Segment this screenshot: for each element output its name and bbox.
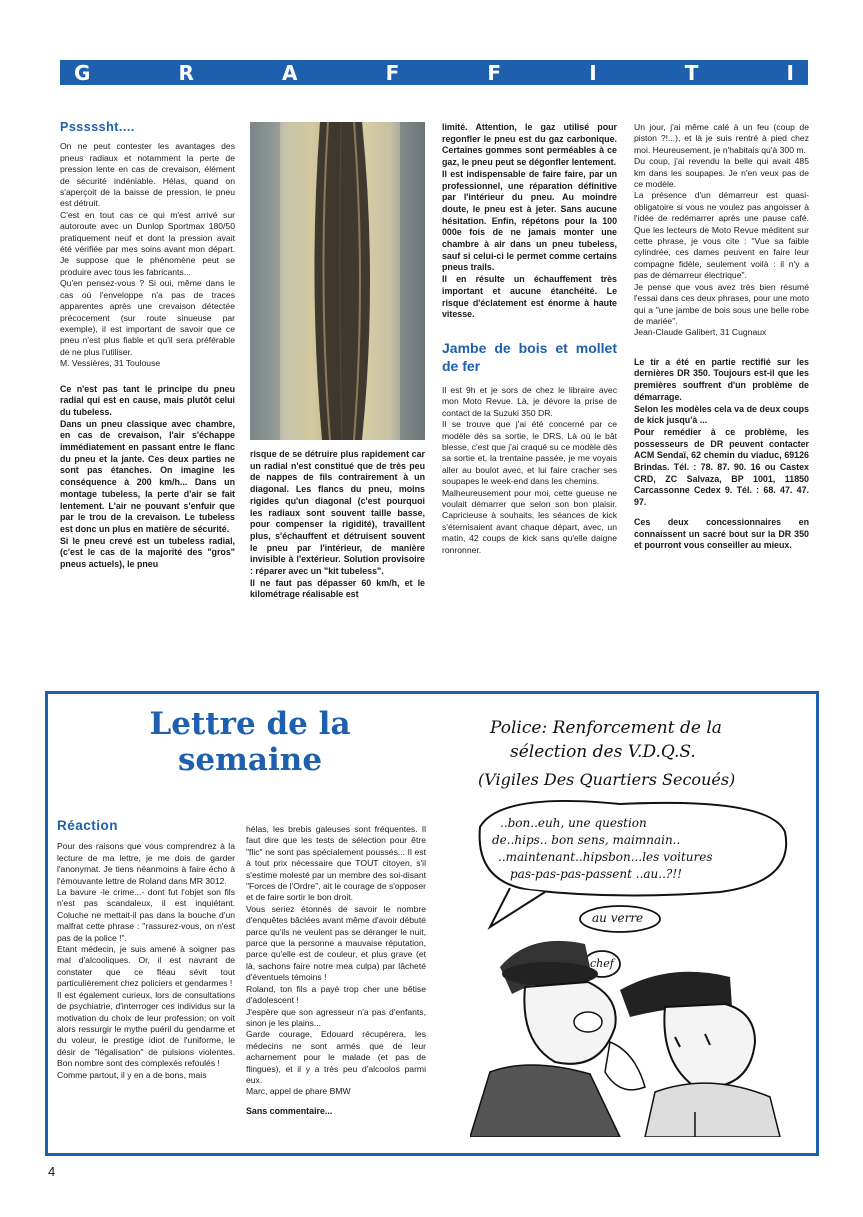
article1-paragraph: Qu'en pensez-vous ? Si oui, même dans le cas où l'enveloppe n'a pas de traces apparentes après une crevaison détectée précocement (sur route sinueuse par exemple), il est important de savoir que ce pneu n'est plus fiable et qu'il sera préférable de ne plus l'utiliser. bbox=[60, 278, 235, 357]
article2-paragraph: Du coup, j'ai revendu la belle qui avait 485 km dans les soupapes. Je n'en veux pas de ce modèle. bbox=[634, 156, 809, 190]
banner-letter: G bbox=[74, 60, 91, 85]
police-cartoon bbox=[470, 712, 800, 1137]
article2-paragraph: Il se trouve que j'ai été concerné par ce modèle dès sa sortie, le DRS. Là où le bât blesse, c'est que j'ai craqué su ce modèle dès sa sortie et, la trentaine passée, je me voyais aller au boulot avec, et lui faire cracher ses soupapes le week-end dans les chemins. bbox=[442, 419, 617, 487]
article1-response: Dans un pneu classique avec chambre, en cas de crevaison, l'air s'échappe immédiatement en passant entre le flanc du pneu et la jante. Ces deux parties ne sont pas étanches. On imagine les conséquence à 200 km/h... Dans un montage tubeless, la perte d'air se fait lentement. L'air ne pouvant s'enfuir que par le trou de la crevaison. Le tubeless est donc un plus en matière de sécurité. bbox=[60, 418, 235, 534]
letter-paragraph: Roland, ton fils a payé trop cher une bêtise d'adolescent ! bbox=[246, 983, 426, 1006]
article2-paragraph: Malheureusement pour moi, cette gueuse ne voulait démarrer que selon son bon plaisir. Capricieuse à souhaits, les séances de kick s'éternisaient avant chaque départ, avec, un matin, 42 coups de kick sans qu'elle daigne ronronner. bbox=[442, 487, 617, 555]
article1-title: Psssssht.... bbox=[60, 120, 135, 134]
article1-signature: M. Vessières, 31 Toulouse bbox=[60, 358, 161, 369]
article1-response: Il en résulte un échauffement très important et aucune étanchéité. Le risque d'éclatement est énorme à haute vitesse. bbox=[442, 274, 617, 320]
article1-column1 bbox=[60, 122, 235, 571]
banner-letter: I bbox=[786, 60, 794, 85]
article1-response: risque de se détruire plus rapidement car un radial n'est constitué que de très peu de nappes de fils contrairement à un diagonal. Les flancs du pneu, moins rigides qu'un diagonal (c'est pourquoi les radiaux sont souvent taille basse, pour compenser la rigidité), travaillent plus, s'échauffent et détruisent souvent le pneu par l'intérieur, de manière invisible à l'extérieur. Solution provisoire : réparer avec un "kit tubeless". bbox=[250, 449, 425, 577]
letter-paragraph: Etant médecin, je suis amené à soigner pas mal d'alcooliques. Or, il est navrant de constater que ce fléau sévit tout particulièrement chez policiers et gendarmes ! bbox=[57, 944, 235, 989]
letter-paragraph: Il est également curieux, lors de consultations de psychiatrie, d'interroger ces individus sur la motivation du choix de leur profession; on voit alors ressurgir le mythe puéril du gendarme et du voleur, le prestige idiot de l'uniforme, le désir de "légalisation" de pulsions violentes. Bon nombre sont des complexés refoulés ! bbox=[57, 989, 235, 1069]
article2-signature: Jean-Claude Galibert, 31 Cugnaux bbox=[634, 327, 767, 338]
banner-letter: F bbox=[487, 60, 502, 85]
letter-title bbox=[100, 706, 400, 778]
tyre-photo bbox=[250, 122, 425, 440]
banner-letter: T bbox=[684, 60, 699, 85]
article1-response: Ce n'est pas tant le principe du pneu radial qui est en cause, mais plutôt celui du tubeless. bbox=[60, 383, 235, 417]
sans-commentaire: Sans commentaire... bbox=[246, 1105, 333, 1116]
article1-response: limité. Attention, le gaz utilisé pour regonfler le pneu est du gaz carbonique. Certaines gommes sont perméables à ce gaz, le pneu peut se dégonfler lentement. bbox=[442, 122, 617, 168]
banner-letter: R bbox=[178, 60, 194, 85]
article2-title: Jambe de bois et mollet de fer bbox=[442, 339, 617, 374]
article2-response: Selon les modèles cela va de deux coups de kick jusqu'à ... bbox=[634, 403, 809, 426]
letter-paragraph: Comme partout, il y en a de bons, mais bbox=[57, 1069, 207, 1080]
letter-title-line: semaine bbox=[177, 742, 323, 778]
letter-paragraph: Vous seriez étonnés de savoir le nombre d'enquêtes bâclées avant même d'avoir débuté parce qu'ils ne veulent pas se déranger le nuit, parce que la personne a mauvaise réputation, parce qu'elle est de couleur, et plus grave (et là, sachons faire notre mea culpa) par lâcheté d'éventuels témoins ! bbox=[246, 903, 426, 983]
letter-paragraph: Pour des raisons que vous comprendrez à la lecture de ma lettre, je me dois de garder l'anonymat. Je tiens néanmoins à faire écho à l'émouvante lettre de Roland dans MR 3012. bbox=[57, 841, 235, 886]
banner-letter: I bbox=[589, 60, 597, 85]
speech-bubble-text: ..maintenant..hipsbon...les voitures bbox=[498, 850, 713, 864]
speech-bubble-text: ..bon..euh, une question bbox=[500, 816, 647, 830]
letter-column2 bbox=[246, 824, 426, 1117]
letter-paragraph: hélas, les brebis galeuses sont fréquentes. Il faut dire que les tests de sélection pour être "flic" ne sont pas spécialement poussés... Il est à tout prix nécessaire que TOUT citoyen, s'il s'estime molesté par un membre des soi-disant "Forces de l'Ordre", ait le courage de s'opposer et de faire sortir le bon droit. bbox=[246, 824, 426, 903]
article2-column4 bbox=[634, 122, 809, 552]
article2-paragraph: Il est 9h et je sors de chez le libraire avec mon Moto Revue. Là, je dévore la prise de contact de la Suzuki 350 DR. bbox=[442, 384, 617, 418]
speech-bubble-text: de..hips.. bon sens, maimnain.. bbox=[492, 833, 681, 847]
article2-response: Le tir a été en partie rectifié sur les dernières DR 350. Toujours est-il que les premières souffrent d'un problème de démarrage. bbox=[634, 356, 809, 402]
speech-bubble-text: chef bbox=[590, 957, 614, 970]
speech-bubble-text: au verre bbox=[592, 911, 644, 925]
article1-paragraph: C'est en tout cas ce qui m'est arrivé sur autoroute avec un Dunlop Sportmax 180/50 pratiquement neuf et dont la pression avait été vérifiée par mes soins avant mon départ. Je suppose que le phénomène peut se produire avec tous les fabricants... bbox=[60, 209, 235, 277]
letter-column1 bbox=[57, 820, 235, 1081]
article2-paragraph: La présence d'un démarreur est quasi-obligatoire si vous ne voulez pas angoisser à l'idée de redémarrer après une pause café. Que les lecteurs de Moto Revue méditent sur cette phrase, je vous cite : "Vue sa faible cylindrée, ces dames peuvent en faire leur compagne fidèle, seulement voilà : il n'y a pas de démarreur électrique". bbox=[634, 190, 809, 281]
section-banner bbox=[60, 60, 808, 85]
article-column3 bbox=[442, 122, 617, 556]
article2-paragraph: Un jour, j'ai même calé à un feu (coup de piston ?!...), et là je suis rentré à pied chez moi. Heureusement, je n'habitais qu'à 300 m. bbox=[634, 122, 809, 155]
letter-signature: Marc, appel de phare BMW bbox=[246, 1086, 351, 1097]
article2-response: Ces deux concessionnaires en connaissent un sacré bout sur la DR 350 et pourront vous conseiller au mieux. bbox=[634, 516, 809, 551]
letter-title-line: Lettre de la bbox=[149, 706, 351, 742]
banner-letter: A bbox=[282, 60, 298, 85]
page-number: 4 bbox=[48, 1164, 56, 1179]
letter-paragraph: La bavure -le crime...- dont fut l'objet son fils n'est pas scandaleux, il est inquiétant. Coluche ne mettait-il pas dans la bouche d'un malfrat cette phrase : "rassurez-vous, on n'est pas de la police !". bbox=[57, 887, 235, 943]
article1-response: Si le pneu crevé est un tubeless radial, (c'est le cas de la majorité des "gros" pneus actuels), le pneu bbox=[60, 535, 235, 570]
article1-column2 bbox=[250, 449, 425, 601]
article1-response: Il est indispensable de faire faire, par un professionnel, une réparation définitive par l'intérieur du pneu. Au moindre doute, le pneu est à jeter. Sans aucune hésitation. Enfin, répétons pour la 100 000e fois de ne jamais monter une chambre à air dans un pneu tubeless, sauf si celui-ci le permet comme certains pneus trails. bbox=[442, 168, 617, 273]
article1-response: Il ne faut pas dépasser 60 km/h, et le kilométrage réalisable est bbox=[250, 577, 425, 600]
banner-letter: F bbox=[385, 60, 400, 85]
article1-paragraph: On ne peut contester les avantages des pneus radiaux et notamment la perte de pression lente en cas de crevaison, élément de sécurité indéniable. Hélas, quand on s'aperçoit de la baisse de pression, le pneu est détruit. bbox=[60, 141, 235, 209]
cartoon-caption: (Vigiles Des Quartiers Secoués) bbox=[478, 770, 736, 789]
letter-paragraph: J'espère que son agresseur n'a pas d'enfants, sinon je les plains... bbox=[246, 1006, 426, 1028]
letter-paragraph: Garde courage, Edouard récupérera, les médecins ne sont armés que de leur acharnement pour le malade (et pas de flingues), et il y a très peu d'alcoolos parmi eux. bbox=[246, 1029, 426, 1085]
cartoon-caption: sélection des V.D.Q.S. bbox=[510, 742, 696, 762]
speech-bubble-text: pas-pas-pas-passent ..au..?!! bbox=[510, 867, 682, 881]
cartoon-caption: Police: Renforcement de la bbox=[490, 718, 722, 738]
article2-paragraph: Je pense que vous avez très bien résumé l'essai dans ces deux phrases, pour une moto qui a "une jambe de bois sous une belle robe de mariée". bbox=[634, 281, 809, 326]
article2-response: Pour remédier à ce problème, les possesseurs de DR peuvent contacter ACM Sendaï, 62 chemin du viaduc, 69126 Brindas. Tél. : 78. 87. 90. 16 ou Castex CRD, ZC Salvaza, BP 1001, 11850 Carcassonne Cedex 9. Tél. : 68. 47. 47. 97. bbox=[634, 426, 809, 508]
letter-heading: Réaction bbox=[57, 818, 119, 833]
